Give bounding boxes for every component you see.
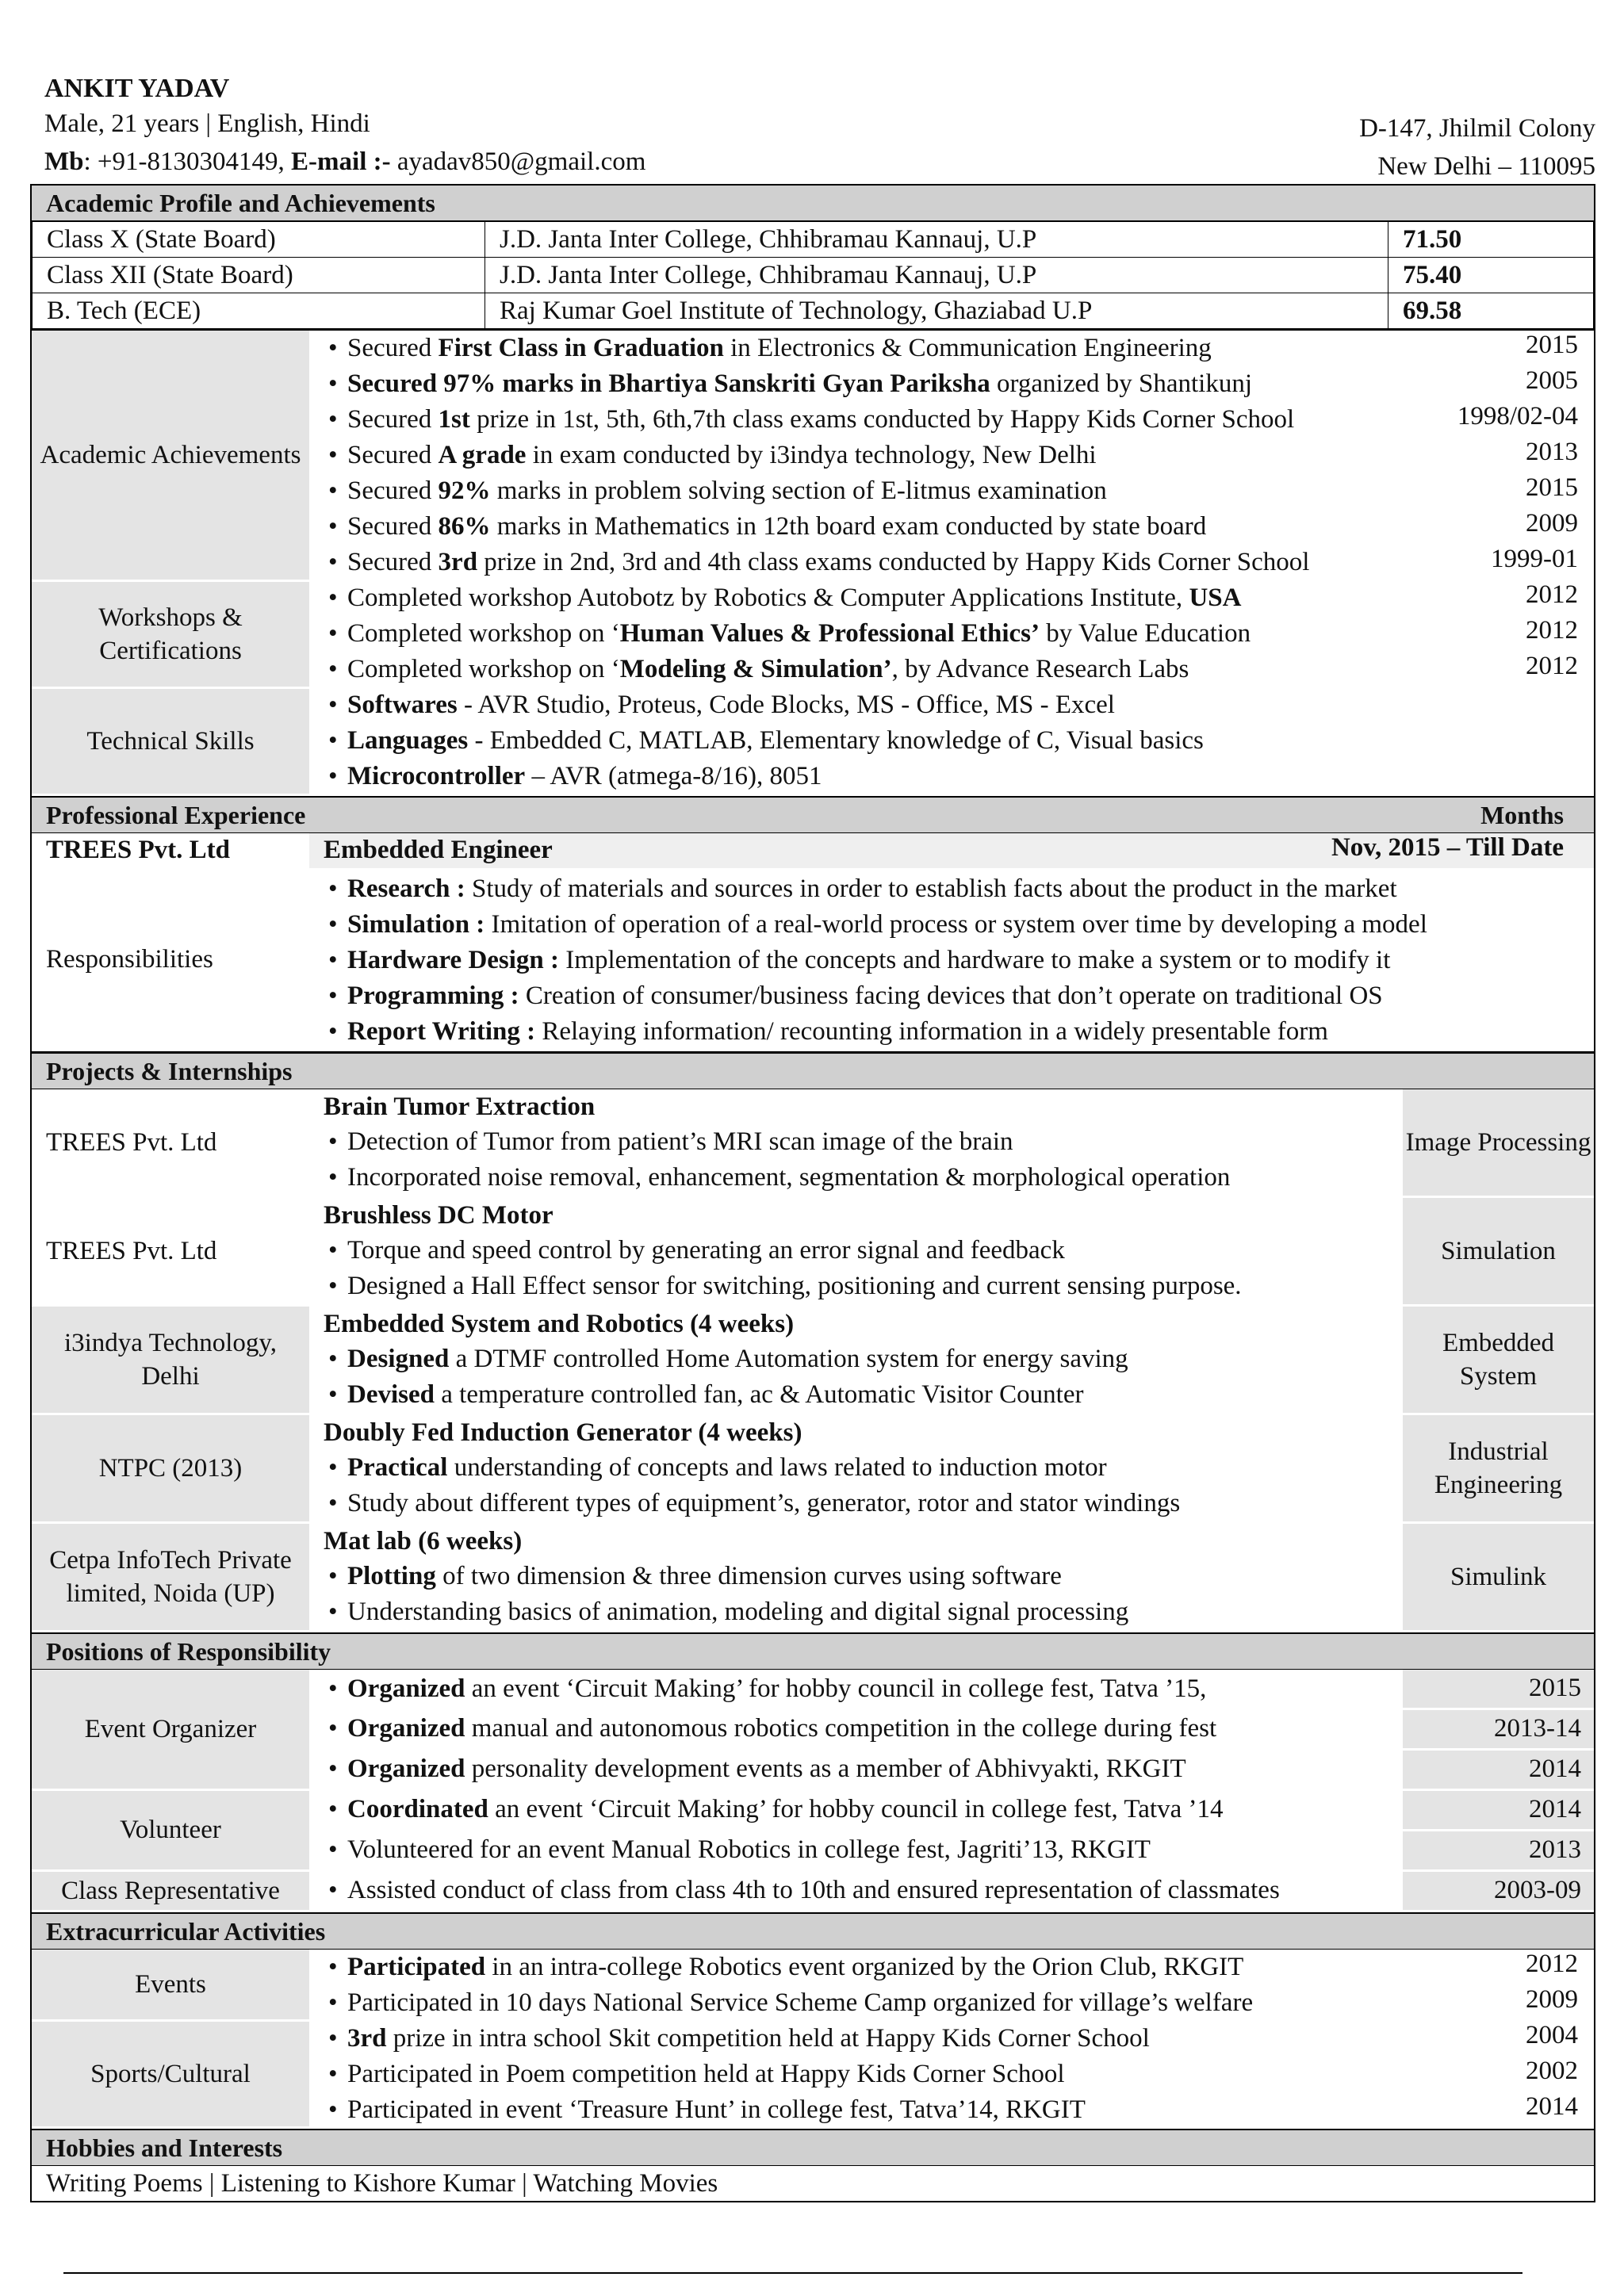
- bullet-item: [324, 907, 1594, 943]
- experience-role: Embedded Engineer: [324, 836, 553, 864]
- project-organization: NTPC (2013): [32, 1414, 309, 1522]
- project-organization: Cetpa InfoTech Private limited, Noida (UP): [32, 1522, 309, 1631]
- bullet-item: [324, 1233, 1401, 1269]
- academic-institute: Raj Kumar Goel Institute of Technology, Ghaziabad U.P: [485, 293, 1388, 329]
- bullet-text: an event ‘Circuit Making’ for hobby council in college fest, Tatva ’14: [488, 1795, 1224, 1823]
- bullet-text: manual and autonomous robotics competition in the college during fest: [465, 1714, 1217, 1743]
- bullet-text: Detection of Tumor from patient’s MRI scan image of the brain: [347, 1127, 1013, 1156]
- resume-header: [30, 73, 1595, 184]
- email-address[interactable]: ayadav850@gmail.com: [390, 147, 646, 176]
- project-bullets: [324, 1450, 1401, 1521]
- bullet-text: prize in 1st, 5th, 6th,7th class exams conducted by Happy Kids Corner School: [469, 405, 1295, 434]
- bullet-bold-text: Softwares: [347, 691, 458, 719]
- bullet-text: Volunteered for an event Manual Robotics in college fest, Jagriti’13, RKGIT: [347, 1835, 1151, 1864]
- bullet-text: Study of materials and sources in order to establish facts about the product in the market: [465, 874, 1397, 903]
- email-label: E-mail :-: [291, 147, 391, 176]
- bullet-text: Completed workshop on ‘: [347, 655, 620, 683]
- bullet-item: [324, 580, 1594, 616]
- project-category: Image Processing: [1402, 1089, 1594, 1197]
- bullet-item: [324, 759, 1594, 794]
- bullet-text: Participated in Poem competition held at Happy Kids Corner School: [347, 2059, 1065, 2088]
- bullet-bold-text: Plotting: [347, 1561, 436, 1590]
- position-year: 2013: [1402, 1830, 1594, 1870]
- address-line-2: New Delhi – 110095: [1377, 152, 1595, 181]
- bullet-text: Secured: [347, 548, 439, 576]
- mobile-number: : +91-8130304149,: [83, 147, 292, 176]
- bullet-text: Implementation of the concepts and hardware to make a system or to modify it: [559, 945, 1391, 974]
- bullet-text: marks in Mathematics in 12th board exam conducted by state board: [490, 512, 1207, 541]
- bullet-bold-text: Coordinated: [347, 1795, 488, 1823]
- project-title: Brain Tumor Extraction: [324, 1092, 596, 1121]
- activity-group-label: Sports/Cultural: [32, 2021, 309, 2128]
- personal-info: Male, 21 years | English, Hindi: [44, 109, 370, 138]
- bullet-item: [324, 723, 1594, 759]
- bullet-item: [324, 1950, 1594, 1985]
- project-title: Brushless DC Motor: [324, 1200, 553, 1230]
- bullet-text: Torque and speed control by generating an error signal and feedback: [347, 1235, 1065, 1265]
- bullet-text: an event ‘Circuit Making’ for hobby council in college fest, Tatva ’15,: [465, 1674, 1207, 1703]
- bullet-text: organized by Shantikunj: [990, 369, 1253, 398]
- bullet-item: [324, 1671, 1401, 1707]
- bullet-text: a temperature controlled fan, ac & Automatic Visitor Counter: [435, 1380, 1084, 1409]
- bullet-year: 2015: [1526, 473, 1578, 502]
- bullet-text: by Value Education: [1040, 619, 1251, 648]
- position-row: [32, 1870, 1594, 1911]
- section-heading-projects: Projects & Internships: [32, 1054, 1594, 1089]
- academic-score: 69.58: [1388, 293, 1594, 329]
- bullet-item: [324, 1160, 1401, 1196]
- project-row: [32, 1089, 1594, 1197]
- activity-group: [32, 2021, 1594, 2128]
- workshops-list: [324, 580, 1594, 687]
- project-category: Industrial Engineering: [1402, 1414, 1594, 1522]
- project-category: Simulink: [1402, 1522, 1594, 1631]
- project-bullets: [324, 1559, 1401, 1630]
- bullet-year: 1998/02-04: [1457, 402, 1578, 430]
- workshops-label: Workshops & Certifications: [32, 580, 309, 687]
- bullet-text: Designed a Hall Effect sensor for switching, positioning and current sensing purpose.: [347, 1271, 1242, 1300]
- academic-score: 71.50: [1388, 222, 1594, 258]
- bullet-year: 2005: [1526, 366, 1578, 395]
- bullet-bold-text: Designed: [347, 1344, 450, 1373]
- bullet-bold-text: Organized: [347, 1755, 465, 1783]
- bullet-text: Secured: [347, 441, 439, 469]
- bullet-year: 2012: [1526, 1949, 1578, 1978]
- bullet-bold-text: Microcontroller: [347, 762, 526, 790]
- bullet-text: Completed workshop on ‘: [347, 619, 620, 648]
- project-category: Simulation: [1402, 1196, 1594, 1305]
- achievements-label: Academic Achievements: [32, 330, 309, 580]
- bullet-item: [324, 1985, 1594, 2021]
- bullet-text: prize in intra school Skit competition held at Happy Kids Corner School: [386, 2023, 1150, 2053]
- bullet-text: - AVR Studio, Proteus, Code Blocks, MS - Office, MS - Excel: [457, 691, 1115, 719]
- academic-course: Class X (State Board): [33, 222, 485, 258]
- bullet-bold-text: Programming :: [347, 981, 519, 1010]
- bullet-item: [324, 366, 1594, 402]
- bullet-item: [324, 1711, 1401, 1747]
- bullet-bold-text: 92%: [438, 476, 491, 505]
- experience-section: [30, 796, 1595, 1051]
- experience-dates: Nov, 2015 – Till Date: [1331, 832, 1564, 862]
- section-heading-extracurricular: Extracurricular Activities: [32, 1912, 1594, 1950]
- bullet-item: [324, 2021, 1594, 2057]
- section-heading-experience: [32, 796, 1594, 833]
- academic-section: [30, 184, 1595, 796]
- position-group-label: Class Representative: [32, 1870, 309, 1911]
- bullet-item: [324, 978, 1594, 1014]
- academic-course: B. Tech (ECE): [33, 293, 485, 329]
- hobbies-text: Writing Poems | Listening to Kishore Kumar | Watching Movies: [30, 2166, 1595, 2202]
- bullet-item: [324, 545, 1594, 580]
- bullet-bold-text: Research :: [347, 874, 465, 903]
- bullet-year: 2004: [1526, 2020, 1578, 2049]
- bullet-text: marks in problem solving section of E-litmus examination: [490, 476, 1107, 505]
- bullet-year: 2009: [1526, 509, 1578, 538]
- bullet-text: Secured: [347, 334, 439, 362]
- section-heading-positions: Positions of Responsibility: [32, 1632, 1594, 1670]
- bullet-text: Participated in 10 days National Service Scheme Camp organized for village’s welfare: [347, 1988, 1254, 2017]
- bullet-text: Secured: [347, 476, 439, 505]
- bullet-text: personality development events as a member of Abhivyakti, RKGIT: [465, 1755, 1186, 1783]
- resume-page: [30, 73, 1595, 2202]
- bullet-text: - Embedded C, MATLAB, Elementary knowledge of C, Visual basics: [468, 726, 1204, 755]
- activity-group: [32, 1950, 1594, 2021]
- skills-list: [324, 687, 1594, 794]
- academic-table: [32, 221, 1594, 329]
- extracurricular-section: [30, 1912, 1595, 2130]
- project-title: Embedded System and Robotics (4 weeks): [324, 1309, 795, 1338]
- bullet-text: – AVR (atmega-8/16), 8051: [525, 762, 822, 790]
- academic-course: Class XII (State Board): [33, 258, 485, 293]
- bullet-text: in Electronics & Communication Engineering: [723, 334, 1212, 362]
- project-bullets: [324, 1233, 1401, 1304]
- bullet-text: Incorporated noise removal, enhancement, segmentation & morphological operation: [347, 1162, 1231, 1192]
- bullet-year: 2012: [1526, 652, 1578, 680]
- bullet-year: 2014: [1526, 2091, 1578, 2121]
- bullet-bold-text: A grade: [438, 441, 527, 469]
- position-year: 2013-14: [1402, 1709, 1594, 1749]
- contact-line: [44, 143, 645, 181]
- bullet-bold-text: Organized: [347, 1714, 465, 1743]
- bullet-text: Study about different types of equipment’s, generator, rotor and stator windings: [347, 1488, 1181, 1517]
- academic-row: [33, 258, 1594, 293]
- bullet-text: Completed workshop Autobotz by Robotics & Computer Applications Institute,: [347, 584, 1189, 612]
- bullet-text: , by Advance Research Labs: [891, 655, 1189, 683]
- responsibilities-label: Responsibilities: [32, 868, 309, 1051]
- project-row: [32, 1522, 1594, 1631]
- academic-institute: J.D. Janta Inter College, Chhibramau Kannauj, U.P: [485, 258, 1388, 293]
- bullet-item: [324, 616, 1594, 652]
- bullet-item: [324, 331, 1594, 366]
- experience-company: TREES Pvt. Ltd: [32, 833, 309, 868]
- position-group-label: Event Organizer: [32, 1670, 309, 1790]
- achievements-list: [324, 331, 1594, 580]
- bullet-item: [324, 1124, 1401, 1160]
- footer-rule: [63, 2272, 1522, 2274]
- project-organization: TREES Pvt. Ltd: [32, 1089, 309, 1197]
- project-organization: i3indya Technology, Delhi: [32, 1305, 309, 1414]
- bullet-bold-text: Modeling & Simulation’: [619, 655, 892, 683]
- bullet-item: [324, 509, 1594, 545]
- bullet-item: [324, 1559, 1401, 1594]
- experience-title: Professional Experience: [46, 800, 306, 829]
- bullet-text: Secured: [347, 405, 439, 434]
- bullet-item: [324, 1594, 1401, 1630]
- bullet-bold-text: Devised: [347, 1380, 435, 1409]
- bullet-item: [324, 2092, 1594, 2128]
- bullet-item: [324, 1341, 1401, 1377]
- bullet-item: [324, 1751, 1401, 1787]
- bullet-year: 2009: [1526, 1984, 1578, 2014]
- bullet-item: [324, 402, 1594, 438]
- bullet-year: 2012: [1526, 580, 1578, 609]
- bullet-item: [324, 652, 1594, 687]
- bullet-text: in an intra-college Robotics event organized by the Orion Club, RKGIT: [485, 1952, 1244, 1981]
- position-row: [32, 1670, 1594, 1709]
- positions-section: [30, 1632, 1595, 1912]
- bullet-bold-text: Practical: [347, 1452, 448, 1482]
- academic-row: [33, 293, 1594, 329]
- projects-table: [32, 1089, 1594, 1632]
- academic-institute: J.D. Janta Inter College, Chhibramau Kannauj, U.P: [485, 222, 1388, 258]
- position-year: 2014: [1402, 1789, 1594, 1830]
- bullet-text: prize in 2nd, 3rd and 4th class exams conducted by Happy Kids Corner School: [477, 548, 1310, 576]
- position-year: 2003-09: [1402, 1870, 1594, 1911]
- bullet-item: [324, 1873, 1401, 1908]
- candidate-name: ANKIT YADAV: [44, 74, 230, 103]
- project-bullets: [324, 1124, 1401, 1196]
- bullet-year: 2012: [1526, 616, 1578, 645]
- achievements-table: [32, 329, 1594, 796]
- experience-table: [32, 833, 1594, 1051]
- project-organization: TREES Pvt. Ltd: [32, 1196, 309, 1305]
- project-row: [32, 1414, 1594, 1522]
- bullet-bold-text: 86%: [438, 512, 491, 541]
- bullet-bold-text: 3rd: [438, 548, 478, 576]
- project-row: [32, 1305, 1594, 1414]
- bullet-item: [324, 1269, 1401, 1304]
- bullet-text: understanding of concepts and laws related to induction motor: [447, 1452, 1107, 1482]
- bullet-text: Assisted conduct of class from class 4th to 10th and ensured representation of classmates: [347, 1876, 1280, 1904]
- position-group-label: Volunteer: [32, 1789, 309, 1870]
- section-heading-hobbies: Hobbies and Interests: [32, 2129, 1594, 2166]
- bullet-item: [324, 1450, 1401, 1486]
- responsibilities-list: [324, 871, 1594, 1050]
- position-year: 2015: [1402, 1670, 1594, 1709]
- skills-label: Technical Skills: [32, 687, 309, 794]
- bullet-text: Secured: [347, 512, 439, 541]
- position-year: 2014: [1402, 1749, 1594, 1789]
- experience-months-heading: Months: [1480, 800, 1564, 829]
- bullet-item: [324, 943, 1594, 978]
- bullet-bold-text: Hardware Design :: [347, 945, 560, 974]
- extracurricular-table: [32, 1950, 1594, 2130]
- bullet-year: 2013: [1526, 438, 1578, 466]
- address-line-1: D-147, Jhilmil Colony: [1359, 114, 1595, 143]
- project-title: Mat lab (6 weeks): [324, 1526, 523, 1556]
- bullet-item: [324, 2057, 1594, 2092]
- project-bullets: [324, 1341, 1401, 1413]
- project-row: [32, 1196, 1594, 1305]
- bullet-item: [324, 1832, 1401, 1868]
- bullet-bold-text: Report Writing :: [347, 1016, 536, 1046]
- bullet-bold-text: Languages: [347, 726, 469, 755]
- bullet-text: Understanding basics of animation, modeling and digital signal processing: [347, 1597, 1129, 1626]
- bullet-bold-text: First Class in Graduation: [438, 334, 724, 362]
- positions-table: [32, 1670, 1594, 1912]
- bullet-bold-text: Secured 97% marks in Bhartiya Sanskriti Gyan Pariksha: [347, 369, 990, 398]
- academic-score: 75.40: [1388, 258, 1594, 293]
- projects-section: [30, 1051, 1595, 1632]
- bullet-bold-text: Simulation :: [347, 909, 485, 939]
- bullet-text: Creation of consumer/business facing devices that don’t operate on traditional OS: [519, 981, 1383, 1010]
- bullet-item: [324, 1377, 1401, 1413]
- bullet-bold-text: Human Values & Professional Ethics’: [619, 619, 1040, 648]
- bullet-year: 2002: [1526, 2056, 1578, 2085]
- bullet-year: 1999-01: [1491, 545, 1578, 573]
- mobile-label: Mb: [44, 147, 84, 176]
- project-title: Doubly Fed Induction Generator (4 weeks): [324, 1418, 802, 1447]
- activity-group-label: Events: [32, 1950, 309, 2021]
- bullet-bold-text: USA: [1189, 584, 1242, 612]
- bullet-item: [324, 1014, 1594, 1050]
- bullet-text: in exam conducted by i3indya technology, New Delhi: [526, 441, 1097, 469]
- bullet-item: [324, 473, 1594, 509]
- project-category: Embedded System: [1402, 1305, 1594, 1414]
- bullet-bold-text: 1st: [438, 405, 470, 434]
- bullet-bold-text: Organized: [347, 1674, 465, 1703]
- bullet-item: [324, 438, 1594, 473]
- bullet-text: Participated in event ‘Treasure Hunt’ in college fest, Tatva’14, RKGIT: [347, 2095, 1086, 2124]
- bullet-bold-text: 3rd: [347, 2023, 387, 2053]
- academic-row: [33, 222, 1594, 258]
- position-row: [32, 1789, 1594, 1830]
- hobbies-section: [30, 2129, 1595, 2166]
- bullet-text: a DTMF controlled Home Automation system for energy saving: [449, 1344, 1128, 1373]
- bullet-year: 2015: [1526, 331, 1578, 359]
- bullet-text: Relaying information/ recounting information in a widely presentable form: [535, 1016, 1328, 1046]
- bullet-item: [324, 687, 1594, 723]
- bullet-text: Imitation of operation of a real-world process or system over time by developing a model: [485, 909, 1427, 939]
- bullet-item: [324, 1792, 1401, 1827]
- bullet-bold-text: Participated: [347, 1952, 486, 1981]
- bullet-text: of two dimension & three dimension curves using software: [435, 1561, 1062, 1590]
- bullet-item: [324, 1486, 1401, 1521]
- section-heading-academic: Academic Profile and Achievements: [32, 184, 1594, 221]
- bullet-item: [324, 871, 1594, 907]
